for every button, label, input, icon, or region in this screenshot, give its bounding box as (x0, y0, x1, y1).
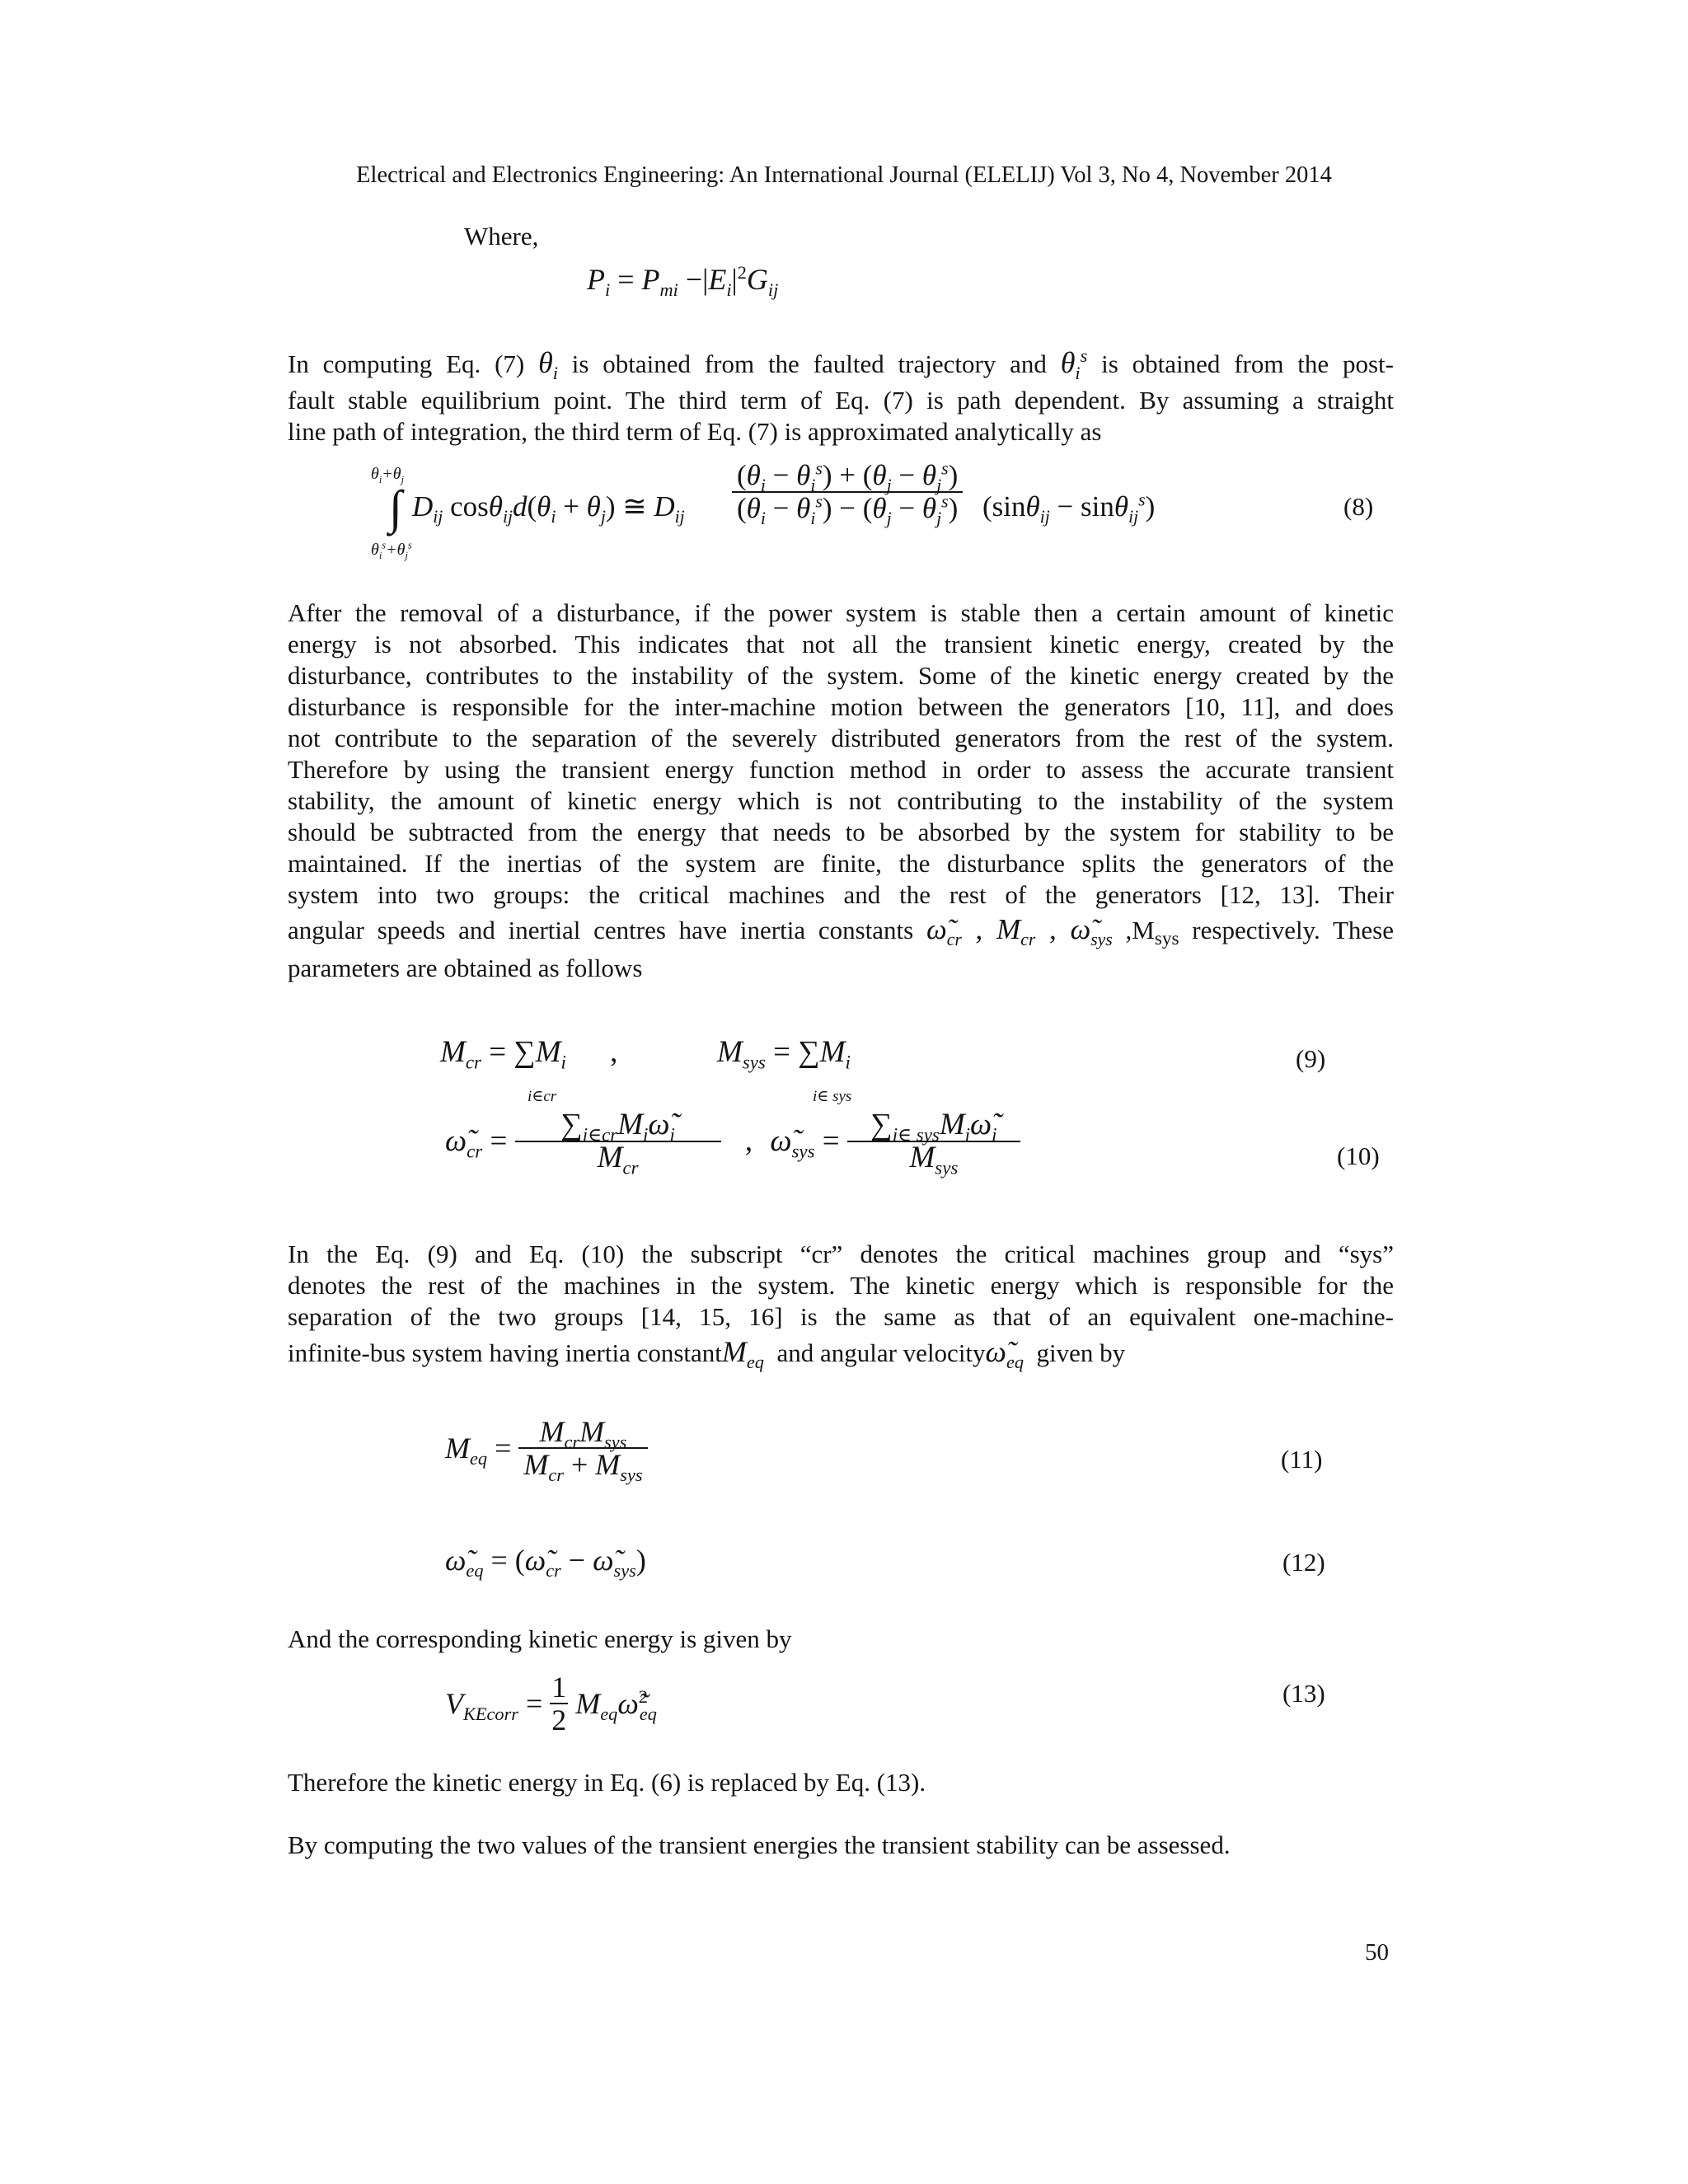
paragraph-6: By computing the two values of the transient energies the transient stability can be assessed. (288, 1830, 1231, 1859)
equation-10: $\omegã_{cr}$ = $\frac{\sum_{i\in cr}M_i\omegã_i}{M_{cr}}$ , $\omegã_{sys}$ = $\frac{\sum_{i\in sys}M_i\omegã_i}{M_{sys}}$ (445, 1109, 1020, 1174)
paragraph-1-line-2: fault stable equilibrium point. The third term of Eq. (7) is path dependent. By assuming a straight (288, 386, 1394, 415)
paragraph-2-line-symbols: angular speeds and inertial centres have inertia constants $\omegã_{cr}$ , $M_{cr}$ , $\omegã_{sys}$ $,M_{sys}$ respectively. These (288, 913, 1395, 950)
paragraph-2-line-last: parameters are obtained as follows (288, 954, 643, 982)
paragraph-2-line: stability, the amount of kinetic energy which is not contributing to the instability of the system (288, 786, 1394, 815)
equation-pi: $P_i = P_{mi} -|E_i|^2G_{ij}$ (587, 262, 779, 301)
paragraph-1-line-3: line path of integration, the third term of Eq. (7) is approximated analytically as (288, 417, 1102, 446)
paragraph-1-line-1: In computing Eq. (7) $\theta_i$ is obtained from the faulted trajectory and $\theta_i^s$ is obtained from the post- (288, 345, 1394, 384)
equation-8-number: (8) (1343, 492, 1374, 521)
paragraph-1 (288, 347, 1394, 448)
paragraph-2-line: not contribute to the separation of the severely distributed generators from the rest of the system. (288, 724, 1394, 752)
paragraph-2-line: disturbance, contributes to the instability of the system. Some of the kinetic energy created by the (288, 661, 1394, 690)
paragraph-3-line: separation of the two groups [14, 15, 16] is the same as that of an equivalent one-machine- (288, 1302, 1394, 1331)
equation-9-left: $M_{cr} = \sum M_i$ , (440, 1035, 618, 1073)
equation-11-number: (11) (1281, 1445, 1323, 1474)
where-label: Where, (464, 222, 539, 251)
paragraph-3-line-symbols: infinite-bus system having inertia constantM$_{eq}$ and angular $velocity\omegã_{eq}$ given by (288, 1335, 1126, 1373)
paragraph-2-line: Therefore by using the transient energy function method in order to assess the accurate transient (288, 755, 1394, 784)
paragraph-2-line: should be subtracted from the energy that needs to be absorbed by the system for stability to be (288, 818, 1394, 846)
paragraph-4: And the corresponding kinetic energy is given by (288, 1624, 792, 1653)
equation-12: $\omegã_{eq}$ = ($\omegã_{cr}$ − $\omegã_{sys}$) (445, 1544, 646, 1582)
paragraph-2-line: maintained. If the inertias of the system are finite, the disturbance splits the generators of the (288, 849, 1394, 878)
paragraph-5: Therefore the kinetic energy in Eq. (6) is replaced by Eq. (13). (288, 1768, 926, 1797)
paragraph-2-line: energy is not absorbed. This indicates that not all the transient kinetic energy, created by the (288, 630, 1394, 658)
equation-13-number: (13) (1282, 1679, 1325, 1708)
equation-9-sum-index-left: i∈cr (528, 1088, 557, 1105)
paragraph-2-line: system into two groups: the critical machines and the rest of the generators [12, 13]. Their (288, 880, 1394, 909)
paragraph-3 (288, 1239, 1394, 1373)
equation-10-number: (10) (1337, 1141, 1380, 1170)
paragraph-2-line: disturbance is responsible for the inter-machine motion between the generators [10, 11], and does (288, 692, 1394, 721)
equation-11: $M_{eq}$ = $\frac{M_{cr}M_{sys}}{M_{cr} + M_{sys}}$ (445, 1416, 648, 1480)
paragraph-2 (288, 598, 1394, 984)
equation-9-sum-index-right: i∈ sys (813, 1088, 852, 1105)
page-number: 50 (1365, 1939, 1389, 1966)
running-header: Electrical and Electronics Engineering: An International Journal (ELELIJ) Vol 3, No 4, November 2014 (356, 162, 1332, 188)
equation-9-number: (9) (1296, 1044, 1326, 1073)
equation-12-number: (12) (1282, 1548, 1325, 1577)
paragraph-3-line: In the Eq. (9) and Eq. (10) the subscript “cr” denotes the critical machines group and “sys” (288, 1240, 1394, 1268)
paragraph-3-line: denotes the rest of the machines in the system. The kinetic energy which is responsible for the (288, 1271, 1394, 1300)
equation-8: $\theta_i+\theta_j$ ∫ $\theta_i^s+\theta_j^s$ $D_{ij}$ $\cos\theta_{ij}d(\theta_i + \theta_j)$ ≅ $D_{ij}$ $\frac{(\theta_i - \theta_i^s) + (\theta_j - \theta_j^s)}{(\theta_i - \theta_i^s) - (\theta_j - \theta_j^s)}$ (sinθ$_{ij}$ − sinθ$_{ij}^s$) (371, 458, 1156, 561)
equation-13: $V_{KEcorr}$ = $\frac{1}{2}$ $M_{eq}\omegã^2_{eq}$ (445, 1671, 657, 1736)
paragraph-2-line: After the removal of a disturbance, if the power system is stable then a certain amount of kinetic (288, 598, 1394, 627)
equation-9-right: $M_{sys} = \sum M_i$ (717, 1035, 851, 1073)
